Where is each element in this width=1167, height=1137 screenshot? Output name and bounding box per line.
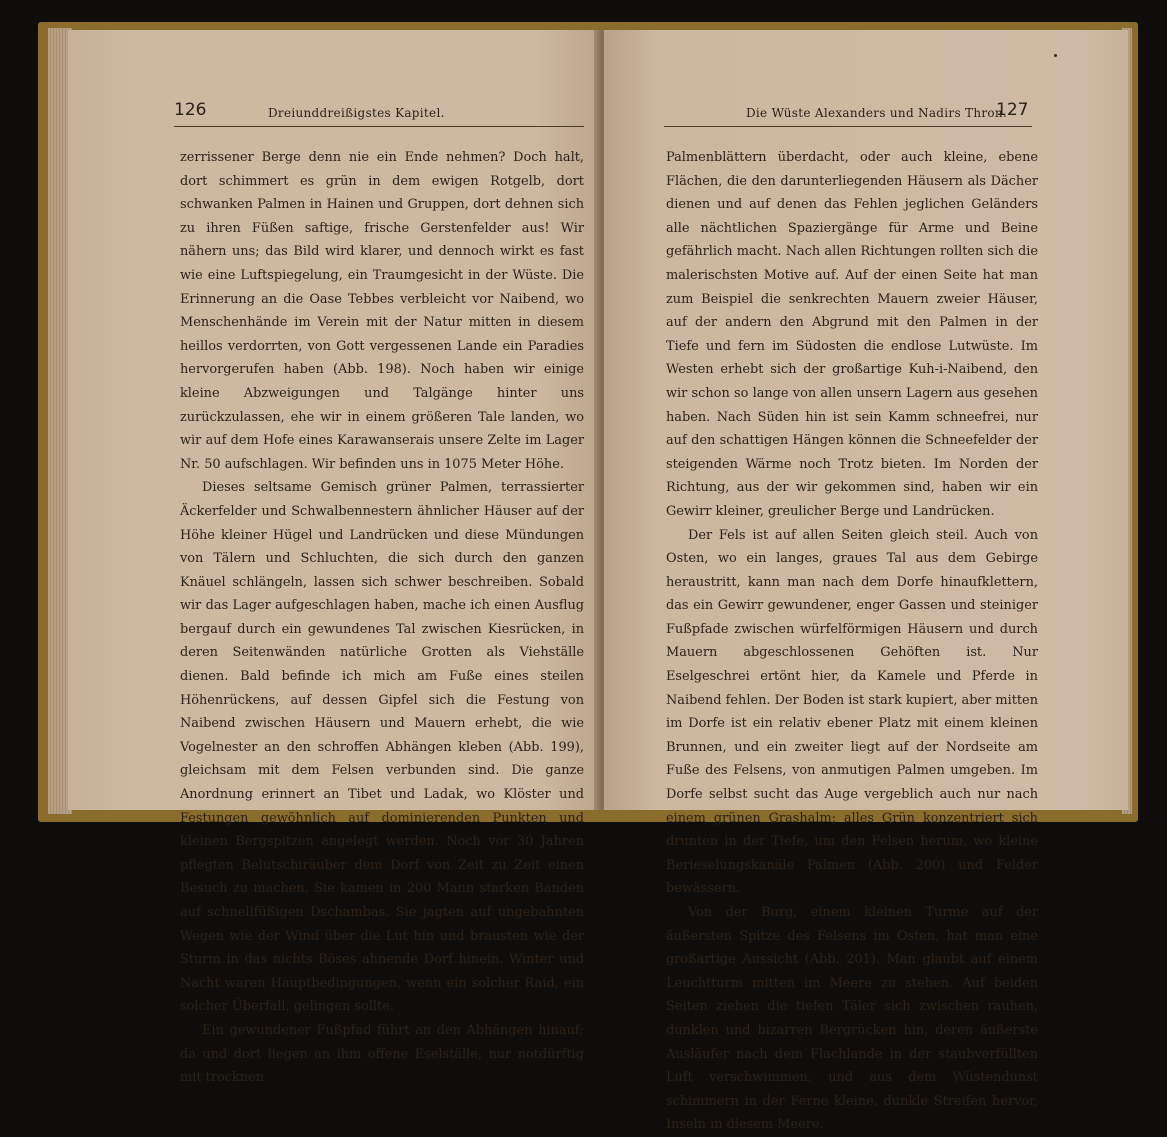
right-page <box>604 30 1128 1133</box>
page-number-right: 127 <box>996 100 1029 120</box>
header-rule-left <box>174 126 584 127</box>
left-page <box>68 30 602 1086</box>
paragraph: Von der Burg, einem kleinen Turme auf der äußersten Spitze des Felsens im Osten, hat man eine großartige Aussicht (Abb. 201). Man glaubt auf einem Leuchtturm mitten im Meere zu stehen. Auf beiden Seiten ziehen die tiefen Täler sich zwischen rauhen, dunklen und bizarren Bergrücken hin, deren äußerste Ausläufer nach dem Flachlande in der staubverfüllten Luft verschwimmen, und aus dem Wüstendunst schimmern in der Ferne kleine, dunkle Streifen hervor, Inseln in diesem Meere. <box>666 905 1038 1133</box>
paragraph: Dieses seltsame Gemisch grüner Palmen, terrassierter Äckerfelder und Schwalbennestern ähnlicher Häuser auf der Höhe kleiner Hügel und Landrücken und diese Mündungen von Tälern und Schluchten, die sich durch den ganzen Knäuel schlängeln, lassen sich schwer beschreiben. Sobald wir das Lager aufgeschlagen haben, mache ich einen Ausflug bergauf durch ein gewundenes Tal zwischen Kiesrücken, in deren Seitenwänden natürliche Grotten als Viehställe dienen. Bald befinde ich mich am Fuße eines steilen Höhenrückens, auf dessen Gipfel sich die Festung von Naibend zwischen Häusern und Mauern erhebt, die wie Vogelnester an den schroffen Abhängen kleben (Abb. 199), gleichsam mit dem Felsen verbunden sind. Die ganze Anordnung erinnert an Tibet und Ladak, wo Klöster und Festungen gewöhnlich auf dominierenden Punkten und kleinen Bergspitzen angelegt werden. Noch vor 30 Jahren pflegten Belutschiräuber dem Dorf von Zeit zu Zeit einen Besuch zu machen. Sie kamen in 200 Mann starken Banden auf schnellfüßigen Dschambas. Sie jagten auf ungebahnten Wegen wie der Wind über die Lut hin und brausten wie der Sturm in das nichts Böses ahnende Dorf hinein. Winter und Nacht waren Hauptbedingungen, wenn ein solcher Raid, ein solcher Überfall, gelingen sollte. <box>180 480 584 1015</box>
header-rule-right <box>664 126 1032 127</box>
page-number-left: 126 <box>174 100 207 120</box>
right-page-text <box>666 146 1038 1137</box>
left-page-text <box>180 146 584 1090</box>
paragraph: Ein gewundener Fußpfad führt an den Abhängen hinauf; da und dort liegen an ihm offene Eselställe, nur notdürftig mit trocknen <box>180 1022 584 1086</box>
paragraph: Palmenblättern überdacht, oder auch kleine, ebene Flächen, die den darunterliegenden Häusern als Dächer dienen und auf denen das Fehlen jeglichen Geländers alle nächtlichen Spaziergänge für Arme und Beine gefährlich macht. Nach allen Richtungen rollten sich die malerischsten Motive auf. Auf der einen Seite hat man zum Beispiel die senkrechten Mauern zweier Häuser, auf der andern den Abgrund mit den Palmen in der Tiefe und fern im Südosten die endlose Lutwüste. Im Westen erhebt sich der großartige Kuh-i-Naibend, den wir schon so lange von allen unsern Lagern aus gesehen haben. Nach Süden hin ist sein Kamm schneefrei, nur auf den schattigen Hängen können die Schneefelder der steigenden Wärme noch Trotz bieten. Im Norden der Richtung, aus der wir gekommen sind, haben wir ein Gewirr kleiner, greulicher Berge und Landrücken. <box>666 150 1038 519</box>
paper-speck <box>1054 54 1057 57</box>
paragraph: Der Fels ist auf allen Seiten gleich steil. Auch von Osten, wo ein langes, graues Tal aus dem Gebirge heraustritt, kann man nach dem Dorfe hinaufklettern, das ein Gewirr gewundener, enger Gassen und steiniger Fußpfade zwischen würfelförmigen Häusern und durch Mauern abgeschlossenen Gehöften ist. Nur Eselgeschrei ertönt hier, da Kamele und Pferde in Naibend fehlen. Der Boden ist stark kupiert, aber mitten im Dorfe ist ein relativ ebener Platz mit einem kleinen Brunnen, und ein zweiter liegt auf der Nordseite am Fuße des Felsens, von anmutigen Palmen umgeben. Im Dorfe selbst sucht das Auge vergeblich auch nur nach einem grünen Grashalm; alles Grün konzentriert sich drunten in der Tiefe, um den Felsen herum, wo kleine Berieselungskanäle Palmen (Abb. 200) und Felder bewässern. <box>666 527 1038 897</box>
paragraph: zerrissener Berge denn nie ein Ende nehmen? Doch halt, dort schimmert es grün in dem ewigen Rotgelb, dort schwanken Palmen in Hainen und Gruppen, dort dehnen sich zu ihren Füßen saftige, frische Gerstenfelder aus! Wir nähern uns; das Bild wird klarer, und dennoch wirkt es fast wie eine Luftspiegelung, ein Traumgesicht in der Wüste. Die Erinnerung an die Oase Tebbes verbleicht vor Naibend, wo Menschenhände im Verein mit der Natur mitten in diesem heillos verdorrten, von Gott vergessenen Lande ein Paradies hervorgerufen haben (Abb. 198). Noch haben wir einige kleine Abzweigungen und Talgänge hinter uns zurückzulassen, ehe wir in einem größeren Tale landen, wo wir auf dem Hofe eines Karawanserais unsere Zelte im Lager Nr. 50 aufschlagen. Wir befinden uns in 1075 Meter Höhe. <box>180 150 584 472</box>
book-spread <box>38 22 1138 1133</box>
running-head-right: Die Wüste Alexanders und Nadirs Thron. <box>746 106 1008 120</box>
running-head-left: Dreiunddreißigstes Kapitel. <box>268 106 445 120</box>
